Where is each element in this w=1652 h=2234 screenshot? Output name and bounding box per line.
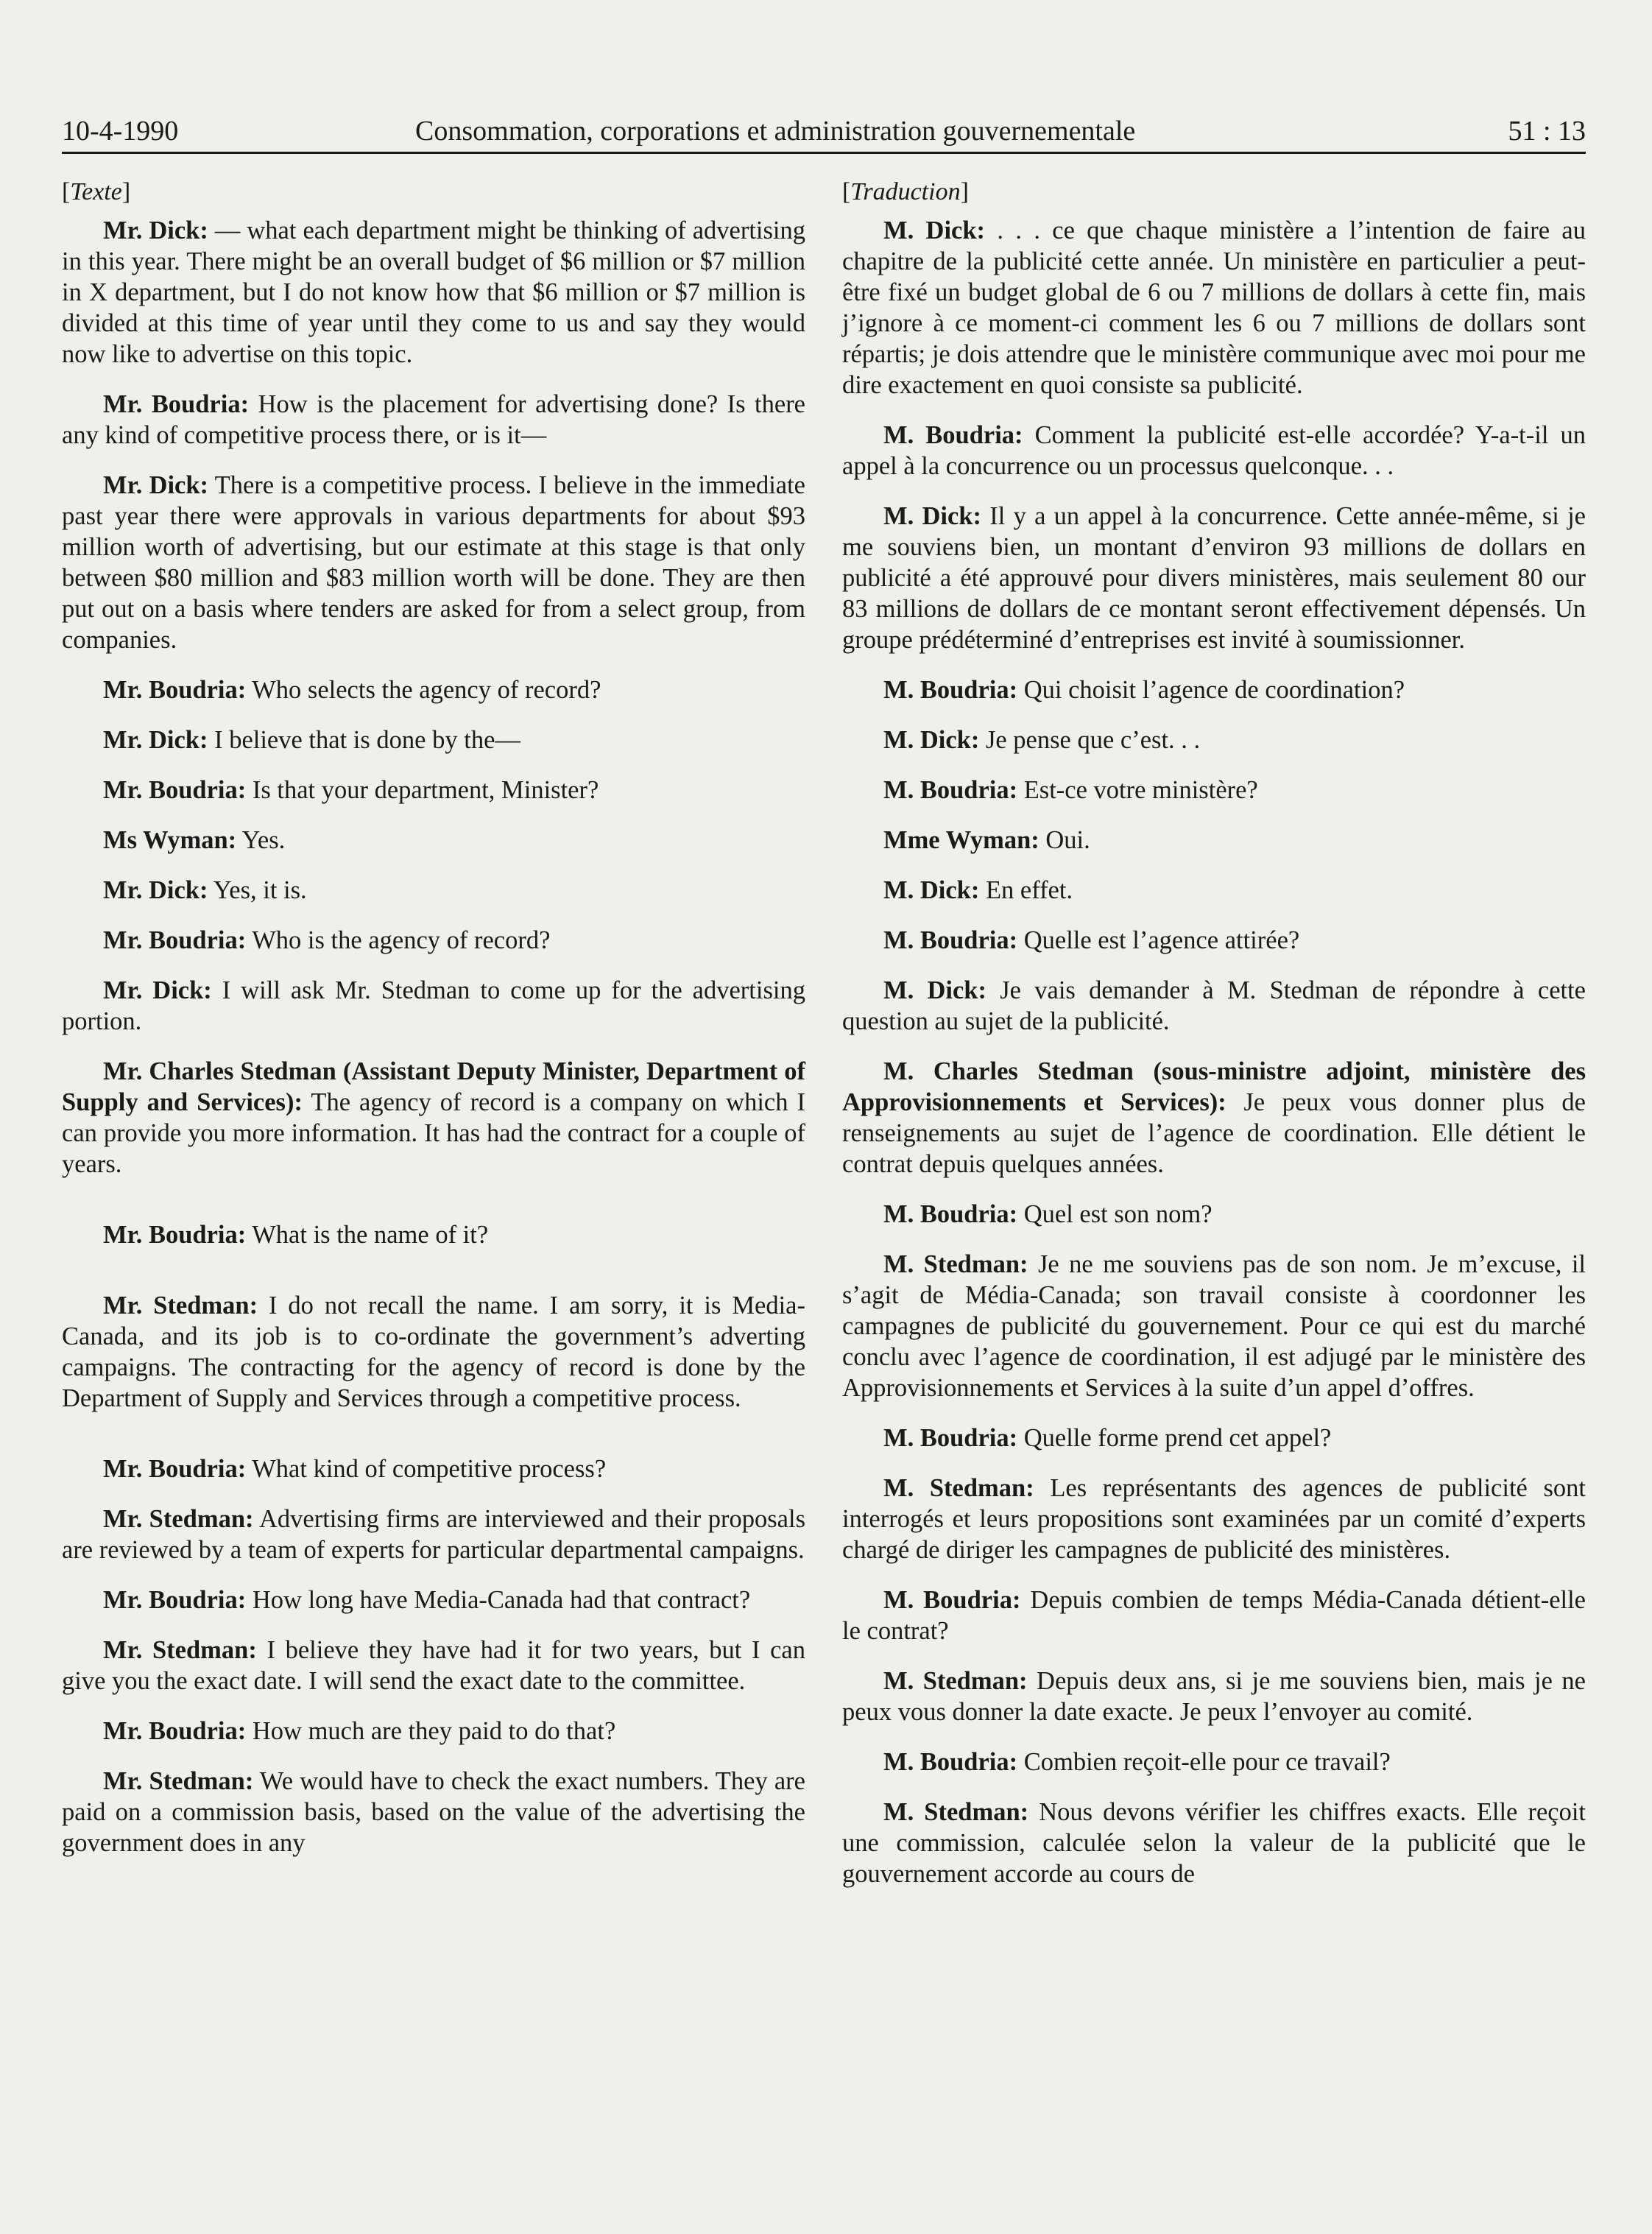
speaker-name: Mr. Boudria:	[103, 1455, 247, 1483]
transcript-paragraph	[842, 975, 1586, 1037]
speech-text: Je pense que c’est. . .	[979, 726, 1201, 754]
transcript-paragraph	[62, 1585, 805, 1615]
transcript-paragraph	[62, 1716, 805, 1747]
speaker-name: Mr. Stedman:	[103, 1636, 257, 1664]
speaker-name: Ms Wyman:	[103, 826, 237, 854]
speech-text: Is that your department, Minister?	[246, 776, 599, 804]
transcript-paragraph	[842, 1473, 1586, 1565]
speech-text: Qui choisit l’agence de coordination?	[1017, 676, 1405, 704]
speaker-name: Mr. Stedman:	[103, 1292, 258, 1319]
transcript-paragraph	[842, 674, 1586, 705]
speech-text: Oui.	[1039, 826, 1090, 854]
transcript-paragraph	[842, 725, 1586, 755]
header-date: 10-4-1990	[62, 116, 179, 147]
transcript-paragraph	[842, 1423, 1586, 1453]
speech-text: Je peux vous donner plus de renseignements au sujet de l’agence de coordination. Elle détient le contrat depuis quelques années.	[842, 1088, 1586, 1178]
speech-text: Quel est son nom?	[1017, 1200, 1212, 1228]
speech-text: There is a competitive process. I believe in the immediate past year there were approvals in various departments for about $93 million worth of advertising, but our estimate at this stage is that only between $80 million and $83 million worth will be done. They are then put out on a basis where tenders are asked for from a select group, from companies.	[62, 471, 805, 654]
transcript-paragraph	[62, 1504, 805, 1565]
speaker-name: M. Boudria:	[883, 1586, 1021, 1614]
speaker-name: Mr. Boudria:	[103, 676, 247, 704]
speech-text: How long have Media-Canada had that contract?	[246, 1586, 751, 1614]
transcript-paragraph	[62, 1766, 805, 1858]
header-page-number: 51 : 13	[1508, 116, 1586, 147]
speaker-name: M. Stedman:	[883, 1474, 1034, 1502]
speech-text: I will ask Mr. Stedman to come up for the advertising portion.	[62, 976, 805, 1035]
transcript-paragraph	[842, 1056, 1586, 1180]
speaker-name: M. Boudria:	[883, 1424, 1018, 1452]
speech-text: What is the name of it?	[246, 1221, 489, 1249]
speech-text: Yes.	[236, 826, 286, 854]
speaker-name: Mr. Dick:	[103, 876, 208, 904]
speech-text: Je vais demander à M. Stedman de répondre à cette question au sujet de la publicité.	[842, 976, 1586, 1035]
transcript-paragraph	[842, 775, 1586, 806]
speaker-name: M. Boudria:	[883, 926, 1018, 954]
speaker-name: Mr. Charles Stedman (Assistant Deputy Minister, Department of Supply and Services):	[62, 1057, 805, 1116]
speech-text: Combien reçoit-elle pour ce travail?	[1017, 1748, 1391, 1776]
speech-text: Who is the agency of record?	[246, 926, 551, 954]
french-column	[842, 171, 1586, 1909]
speech-text: Yes, it is.	[208, 876, 307, 904]
speech-text: We would have to check the exact numbers. They are paid on a commission basis, based on the value of the advertising the government does in any	[62, 1767, 805, 1857]
speech-text: Quelle est l’agence attirée?	[1017, 926, 1300, 954]
speaker-name: Mme Wyman:	[883, 826, 1039, 854]
transcript-paragraph	[842, 925, 1586, 956]
speaker-name: Mr. Boudria:	[103, 926, 247, 954]
transcript-paragraph	[842, 825, 1586, 856]
transcript-paragraph	[62, 875, 805, 906]
transcript-paragraph	[62, 674, 805, 705]
speaker-name: M. Boudria:	[883, 776, 1018, 804]
transcript-paragraph	[62, 975, 805, 1037]
speech-text: How much are they paid to do that?	[246, 1717, 616, 1745]
transcript-paragraph	[842, 215, 1586, 401]
speech-text: Advertising firms are interviewed and their proposals are reviewed by a team of experts for particular departmental campaigns.	[62, 1505, 805, 1564]
transcript-paragraph	[842, 1199, 1586, 1230]
speech-text: En effet.	[979, 876, 1073, 904]
speech-text: Who selects the agency of record?	[246, 676, 601, 704]
speaker-name: Mr. Stedman:	[103, 1505, 254, 1533]
transcript-paragraph	[62, 925, 805, 956]
speaker-name: Mr. Dick:	[103, 726, 208, 754]
speaker-name: Mr. Stedman:	[103, 1767, 254, 1795]
speech-text: I believe they have had it for two years, but I can give you the exact date. I will send the exact date to the committee.	[62, 1636, 805, 1695]
speaker-name: M. Dick:	[883, 216, 986, 244]
speaker-name: Mr. Dick:	[103, 216, 208, 244]
speaker-name: M. Dick:	[883, 726, 980, 754]
speaker-name: Mr. Boudria:	[103, 1221, 247, 1249]
speech-text: Les représentants des agences de publicité sont interrogés et leurs propositions sont examinées par un comité d’experts chargé de diriger les campagnes de publicité des ministères.	[842, 1474, 1586, 1564]
speaker-name: M. Boudria:	[883, 1200, 1018, 1228]
transcript-paragraph	[62, 825, 805, 856]
speaker-name: Mr. Dick:	[103, 976, 212, 1004]
speech-text: I do not recall the name. I am sorry, it is Media-Canada, and its job is to co-ordinate the government’s adverting campaigns. The contracting for the agency of record is done by the Department of Supply and Services through a competitive process.	[62, 1292, 805, 1412]
english-column	[62, 171, 805, 1878]
speaker-name: M. Boudria:	[883, 676, 1018, 704]
transcript-paragraph	[62, 215, 805, 370]
speech-text: Il y a un appel à la concurrence. Cette année-même, si je me souviens bien, un montant d’environ 93 millions de dollars en publicité a été approuvé pour divers ministères, mais seulement 80 our 83 millions de dollars de ce montant seront effectivement dépensés. Un groupe prédéterminé d’entreprises est invité à soumissionner.	[842, 502, 1586, 654]
transcript-paragraph	[62, 470, 805, 655]
transcript-paragraph	[62, 1056, 805, 1180]
language-label: [ Traduction ]	[842, 177, 1586, 208]
transcript-paragraph	[842, 875, 1586, 906]
transcript-paragraph	[62, 725, 805, 755]
speaker-name: M. Stedman:	[883, 1667, 1028, 1695]
speech-text: What kind of competitive process?	[246, 1455, 607, 1483]
transcript-paragraph	[842, 1747, 1586, 1777]
transcript-paragraph	[842, 420, 1586, 482]
transcript-paragraph	[62, 775, 805, 806]
speech-text: How is the placement for advertising done? Is there any kind of competitive process there, or is it—	[62, 390, 805, 449]
language-label: [ Texte ]	[62, 177, 805, 208]
speech-text: . . . ce que chaque ministère a l’intention de faire au chapitre de la publicité cette année. Un ministère en particulier a peut-être fixé un budget global de 6 ou 7 millions de dollars à cette fin, mais j’ignore à ce moment-ci comment les 6 ou 7 millions de dollars sont répartis; je dois attendre que le ministère communique avec moi pour me dire exactement en quoi consiste sa publicité.	[842, 216, 1586, 399]
speech-text: — what each department might be thinking of advertising in this year. There might be an overall budget of $6 million or $7 million in X department, but I do not know how that $6 million or $7 million is divided at this time of year until they come to us and say they would now like to advertise on this topic.	[62, 216, 805, 368]
speaker-name: M. Dick:	[883, 876, 980, 904]
speech-text: Nous devons vérifier les chiffres exacts. Elle reçoit une commission, calculée selon la valeur de la publicité que le gouvernement accorde au cours de	[842, 1798, 1586, 1888]
speech-text: Est-ce votre ministère?	[1017, 776, 1258, 804]
transcript-paragraph	[842, 1249, 1586, 1403]
speech-text: Je ne me souviens pas de son nom. Je m’excuse, il s’agit de Média-Canada; son travail consiste à coordonner les campagnes de publicité du gouvernement. Pour ce qui est du marché conclu avec l’agence de coordination, il est adjugé par le ministère des Approvisionnements et Services à la suite d’un appel d’offres.	[842, 1250, 1586, 1402]
transcript-paragraph	[62, 389, 805, 451]
speaker-name: Mr. Boudria:	[103, 776, 247, 804]
speaker-name: M. Dick:	[883, 976, 986, 1004]
speech-text: Depuis deux ans, si je me souviens bien, mais je ne peux vous donner la date exacte. Je peux l’envoyer au comité.	[842, 1667, 1586, 1726]
speech-text: Depuis combien de temps Média-Canada détient-elle le contrat?	[842, 1586, 1586, 1645]
speaker-name: M. Stedman:	[883, 1798, 1029, 1826]
transcript-paragraph	[62, 1635, 805, 1696]
header-title: Consommation, corporations et administration gouvernementale	[415, 116, 1136, 147]
transcript-paragraph	[62, 1219, 805, 1250]
transcript-paragraph	[62, 1290, 805, 1414]
transcript-paragraph	[842, 1585, 1586, 1646]
speech-text: Quelle forme prend cet appel?	[1017, 1424, 1332, 1452]
speaker-name: Mr. Boudria:	[103, 390, 250, 418]
speaker-name: M. Boudria:	[883, 421, 1023, 449]
transcript-paragraph	[842, 1666, 1586, 1727]
speaker-name: M. Boudria:	[883, 1748, 1018, 1776]
speech-text: The agency of record is a company on which I can provide you more information. It has had the contract for a couple of years.	[62, 1088, 805, 1178]
speaker-name: Mr. Boudria:	[103, 1586, 247, 1614]
speaker-name: M. Dick:	[883, 502, 981, 530]
speaker-name: Mr. Dick:	[103, 471, 209, 499]
speaker-name: Mr. Boudria:	[103, 1717, 247, 1745]
speaker-name: M. Stedman:	[883, 1250, 1028, 1278]
transcript-paragraph	[842, 1797, 1586, 1889]
speaker-name: M. Charles Stedman (sous-ministre adjoint, ministère des Approvisionnements et Services):	[842, 1057, 1586, 1116]
speech-text: I believe that is done by the—	[208, 726, 520, 754]
transcript-paragraph	[842, 501, 1586, 655]
page-header	[62, 110, 1586, 154]
speech-text: Comment la publicité est-elle accordée? Y-a-t-il un appel à la concurrence ou un processus quelconque. . .	[842, 421, 1586, 480]
transcript-paragraph	[62, 1453, 805, 1484]
